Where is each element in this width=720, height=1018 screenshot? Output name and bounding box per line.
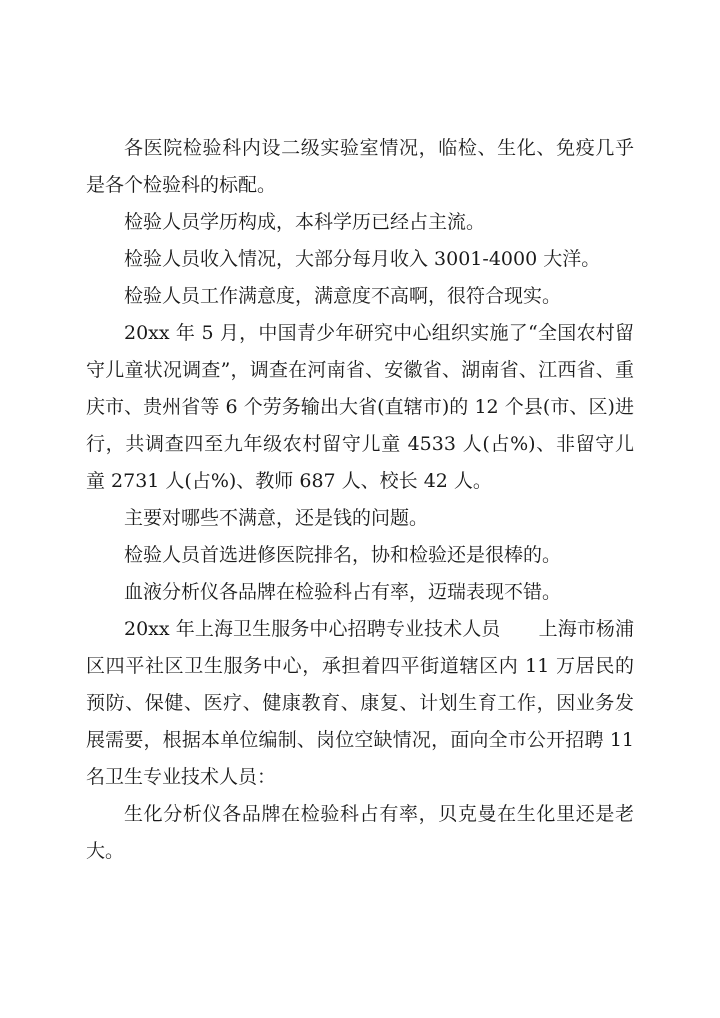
paragraph-blood-analyzer: 血液分析仪各品牌在检验科占有率，迈瑞表现不错。 xyxy=(124,581,562,603)
document-body xyxy=(86,130,634,870)
paragraph-biochem-analyzer: 生化分析仪各品牌在检验科占有率，贝克曼在生化里还是老大。 xyxy=(86,803,634,862)
paragraph-education: 检验人员学历构成，本科学历已经占主流。 xyxy=(124,211,486,233)
paragraph-income: 检验人员收入情况，大部分每月收入 3001-4000 大洋。 xyxy=(124,248,601,270)
paragraph-training-hospital: 检验人员首选进修医院排名，协和检验还是很棒的。 xyxy=(124,544,562,566)
paragraph-recruitment: 20xx 年上海卫生服务中心招聘专业技术人员 上海市杨浦区四平社区卫生服务中心，承担着四平街道辖区内 11 万居民的预防、保健、医疗、健康教育、康复、计划生育工作，因业务发展需要，根据本单位编制、岗位空缺情况，面向全市公开招聘 11 名卫生专业技术人员： xyxy=(86,618,634,788)
paragraph-survey: 20xx 年 5 月，中国青少年研究中心组织实施了“全国农村留守儿童状况调查”，调查在河南省、安徽省、湖南省、江西省、重庆市、贵州省等 6 个劳务输出大省(直辖市)的 12 个县(市、区)进行，共调查四至九年级农村留守儿童 4533 人(占%)、非留守儿童 2731 人(占%)、教师 687 人、校长 42 人。 xyxy=(86,322,634,492)
paragraph-satisfaction: 检验人员工作满意度，满意度不高啊，很符合现实。 xyxy=(124,285,562,307)
paragraph-dissatisfaction: 主要对哪些不满意，还是钱的问题。 xyxy=(124,507,429,529)
paragraph-lab-setup: 各医院检验科内设二级实验室情况，临检、生化、免疫几乎是各个检验科的标配。 xyxy=(86,137,634,196)
